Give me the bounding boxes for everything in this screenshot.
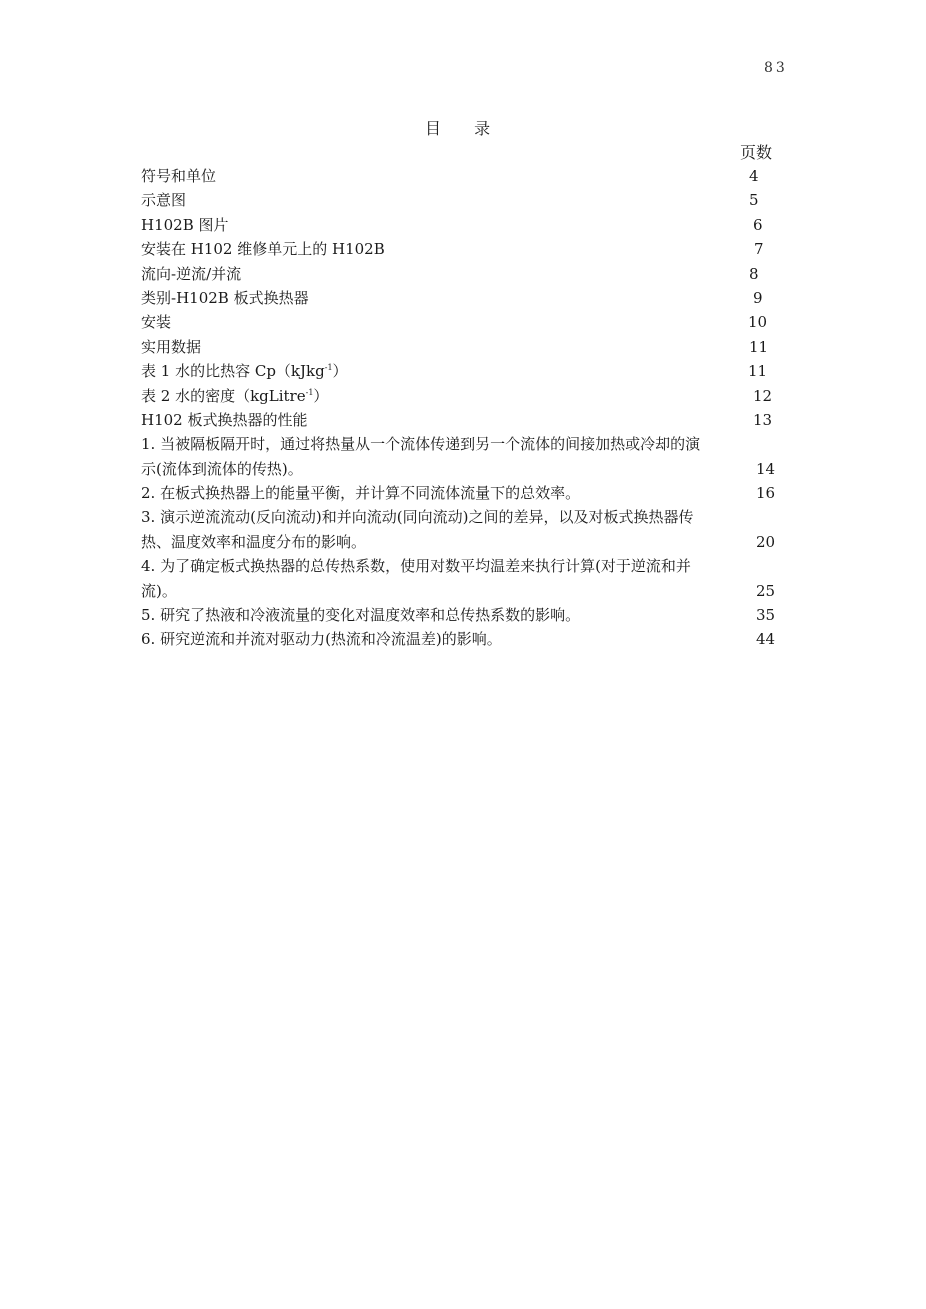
toc-entry-label: 类别-H102B 板式换热器 <box>141 288 309 307</box>
experiment-entry <box>141 432 781 481</box>
toc-entry-label-suffix: ） <box>332 362 348 381</box>
experiment-line-wrap <box>141 457 781 481</box>
toc-entry-page: 11 <box>748 362 768 381</box>
experiment-line: 5. 研究了热液和冷液流量的变化对温度效率和总传热系数的影响。 <box>141 606 581 625</box>
toc-entry-page: 14 <box>756 459 776 478</box>
experiment-line-wrap <box>141 579 781 603</box>
toc-entry-page: 35 <box>756 606 776 625</box>
toc-entry <box>141 286 781 310</box>
experiment-entry <box>141 505 781 554</box>
toc-entry-label <box>141 384 328 408</box>
toc-entry <box>141 335 781 359</box>
toc-entry <box>141 237 781 261</box>
toc-entry-page: 5 <box>749 191 759 210</box>
toc-entry-label: 实用数据 <box>141 337 202 356</box>
toc-entry-page: 20 <box>756 532 776 551</box>
experiment-line: 热、温度效率和温度分布的影响。 <box>141 532 367 551</box>
experiment-entry <box>141 481 781 505</box>
superscript: -1 <box>305 387 314 397</box>
toc-entry <box>141 310 781 334</box>
experiment-line-wrap <box>141 481 781 505</box>
experiment-line: 4. 为了确定板式换热器的总传热系数，使用对数平均温差来执行计算(对于逆流和并 <box>141 557 691 576</box>
experiment-line: 流)。 <box>141 581 177 600</box>
experiment-entry <box>141 554 781 603</box>
toc-entry-page: 16 <box>756 484 776 503</box>
toc-entry-page: 25 <box>756 581 776 600</box>
experiment-line: 示(流体到流体的传热)。 <box>141 459 303 478</box>
toc-entry-page: 11 <box>749 337 769 356</box>
toc-entry-label: 安装在 H102 维修单元上的 H102B <box>141 240 385 259</box>
page-number: 83 <box>764 60 788 76</box>
toc-entry-page: 10 <box>748 313 768 332</box>
toc-entry-label <box>141 359 348 383</box>
superscript: -1 <box>324 363 333 373</box>
toc-entry-label-suffix: ） <box>313 386 329 405</box>
toc-entry-page: 12 <box>753 386 773 405</box>
toc-entry-label: 流向-逆流/并流 <box>141 264 242 283</box>
experiment-line-wrap <box>141 530 781 554</box>
toc-entry <box>141 384 781 408</box>
toc-entry-label-text: 表 2 水的密度（kgLitre <box>141 386 306 405</box>
experiment-entry <box>141 603 781 627</box>
experiment-line-wrap <box>141 627 781 651</box>
experiment-line: 1. 当被隔板隔开时，通过将热量从一个流体传递到另一个流体的间接加热或冷却的演 <box>141 435 701 454</box>
table-of-contents <box>141 164 781 652</box>
toc-entry-label: H102B 图片 <box>141 215 229 234</box>
toc-entry-label: 符号和单位 <box>141 167 217 185</box>
toc-entry <box>141 213 781 237</box>
toc-entry-page: 6 <box>753 215 763 234</box>
page-column-header: 页数 <box>740 143 773 162</box>
toc-entry <box>141 262 781 286</box>
toc-entry-page: 44 <box>756 630 776 649</box>
toc-entry <box>141 359 781 383</box>
experiment-line-wrap <box>141 603 781 627</box>
toc-title: 目 录 <box>425 119 505 138</box>
experiment-entry <box>141 627 781 651</box>
toc-entry-label-text: 表 1 水的比热容 Cp（kJkg <box>141 362 325 381</box>
toc-entry-page: 4 <box>749 167 759 185</box>
toc-entry-page: 8 <box>749 264 759 283</box>
experiment-line: 6. 研究逆流和并流对驱动力(热流和冷流温差)的影响。 <box>141 630 502 649</box>
toc-entry-label: H102 板式换热器的性能 <box>141 410 308 429</box>
toc-entry <box>141 408 781 432</box>
toc-entry-page: 9 <box>753 288 763 307</box>
toc-entry-label: 安装 <box>141 313 172 332</box>
toc-entry-page: 13 <box>753 410 773 429</box>
toc-entry-page: 7 <box>754 240 764 259</box>
experiment-line: 2. 在板式换热器上的能量平衡，并计算不同流体流量下的总效率。 <box>141 484 581 503</box>
experiment-line: 3. 演示逆流流动(反向流动)和并向流动(同向流动)之间的差异，以及对板式换热器传 <box>141 508 694 527</box>
toc-entry-label: 示意图 <box>141 191 187 210</box>
toc-entry <box>141 164 781 188</box>
toc-entry <box>141 188 781 212</box>
